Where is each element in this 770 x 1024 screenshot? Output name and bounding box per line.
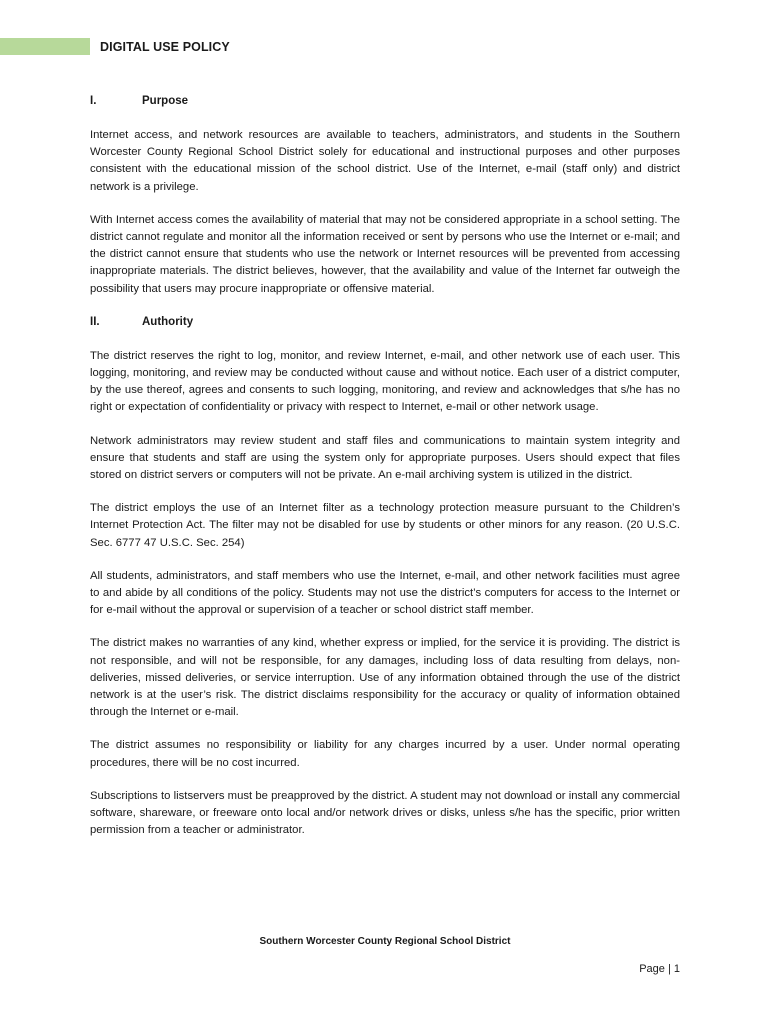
paragraph: With Internet access comes the availability of material that may not be considered appropriate in a school setting. The district cannot regulate and monitor all the information received or sent by persons who use the Internet or e-mail; and the district cannot ensure that students who use the network or Internet resources will be prevented from accessing inappropriate materials. The district believes, however, that the availability and value of the Internet far outweigh the possibility that users may procure inappropriate or offensive material. [90,213,680,295]
document-title: DIGITAL USE POLICY [100,40,230,54]
paragraph: Internet access, and network resources are available to teachers, administrators, and students in the Southern Worcester County Regional School District solely for educational and instructional purposes and other purposes consistent with the educational mission of the school district. Use of the Internet, e-mail (staff only) and district network is a privilege. [90,129,680,193]
paragraph: All students, administrators, and staff members who use the Internet, e-mail, and other network facilities must agree to and abide by all conditions of the policy. Students may not use the district’s computers for access to the Internet or for e-mail without the approval or supervision of a teacher or school district staff member. [90,569,680,617]
section-heading-authority [90,314,680,331]
paragraph: The district assumes no responsibility or liability for any charges incurred by a user. Under normal operating procedures, there will be no cost incurred. [90,739,680,769]
document-body [90,93,680,856]
paragraph: Network administrators may review student and staff files and communications to maintain system integrity and ensure that students and staff are using the system only for appropriate purposes. Users should expect that files stored on district servers or computers will not be private. An e-mail archiving system is utilized in the district. [90,434,680,482]
paragraph: The district makes no warranties of any kind, whether express or implied, for the service it is providing. The district is not responsible, and will not be responsible, for any damages, including loss of data resulting from delays, non-deliveries, missed deliveries, or service interruption. Use of any information obtained through the use of the district network is at the user’s risk. The district disclaims responsibility for the accuracy or quality of information obtained through the Internet or e-mail. [90,637,680,719]
page-number: Page | 1 [639,963,680,975]
section-title: Purpose [142,95,189,107]
paragraph: The district reserves the right to log, monitor, and review Internet, e-mail, and other network use of each user. This logging, monitoring, and review may be conducted without cause and without notice. Each user of a district computer, by the use thereof, agrees and consents to such logging, monitoring, and review and acknowledges that s/he has no right or expectation of confidentiality or privacy with respect to Internet, e-mail or other network usage. [90,349,680,414]
section-title: Authority [142,315,194,328]
section-heading-purpose [90,93,680,110]
section-number: I. [90,95,97,107]
paragraph: The district employs the use of an Internet filter as a technology protection measure pursuant to the Children’s Internet Protection Act. The filter may not be disabled for use by students or other minors for any reason. (20 U.S.C. Sec. 6777 47 U.S.C. Sec. 254) [90,502,680,549]
header-accent-band [0,38,90,55]
paragraph: Subscriptions to listservers must be preapproved by the district. A student may not download or install any commercial software, shareware, or freeware onto local and/or network drives or disks, unless s/he has the specific, prior written permission from a teacher or administrator. [90,789,680,837]
footer-district-name: Southern Worcester County Regional School District [259,936,511,947]
section-number: II. [90,315,100,328]
